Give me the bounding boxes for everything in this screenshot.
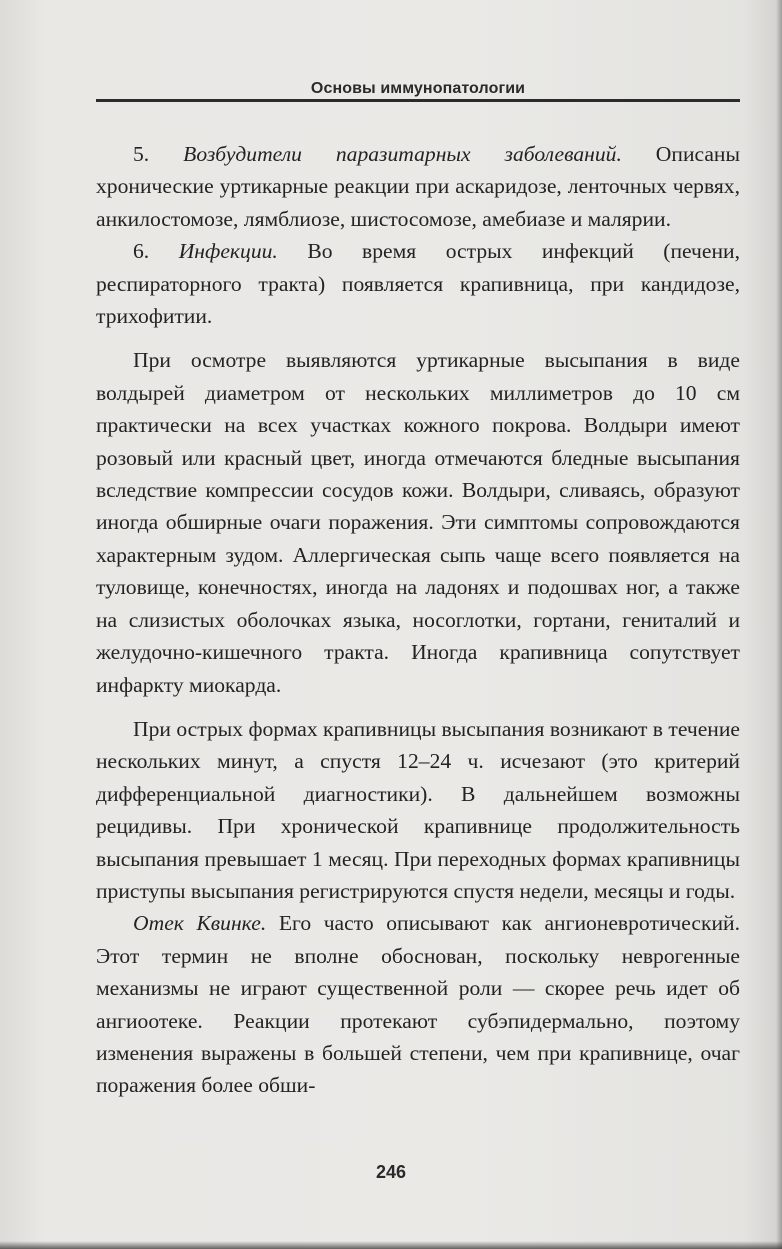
page-bottom-shadow <box>0 1241 782 1249</box>
body-text <box>96 138 740 1102</box>
paragraph-text: Его часто описывают как ангионевротический. Этот термин не вполне обоснован, поскольку неврогенные механизмы не играют существенной роли — скорее речь идет об ангиоотеке. Реакции протекают субэпидермально, поэтому изменения выражены в большей степени, чем при крапивнице, очаг поражения более обши- <box>96 911 740 1098</box>
running-title: Основы иммунопатологии <box>310 80 526 97</box>
paragraph-parasitic <box>96 138 740 235</box>
paragraph-quincke <box>96 907 740 1101</box>
paragraph-text: Во время острых инфекций (печени, респираторного тракта) появляется крапивница, при кандидозе, трихофитии. <box>96 239 741 329</box>
paragraph-acute-forms: При острых формах крапивницы высыпания возникают в течение нескольких минут, а спустя 12–24 ч. исчезают (это критерий дифференциальной диагностики). В дальнейшем возможны рецидивы. При хронической крапивнице продолжительность высыпания превышает 1 месяц. При переходных формах крапивницы приступы высыпания регистрируются спустя недели, месяцы и годы. <box>96 716 741 903</box>
paragraph-examination: При осмотре выявляются уртикарные высыпания в виде волдырей диаметром от нескольких миллиметров до 10 см практически на всех участках кожного покрова. Волдыри имеют розовый или красный цвет, иногда отмечаются бледные высыпания вследствие компрессии сосудов кожи. Волдыри, сливаясь, образуют иногда обширные очаги поражения. Эти симптомы сопровождаются характерным зудом. Аллергическая сыпь чаще всего появляется на туловище, конечностях, иногда на ладонях и подошвах ног, а также на слизистых оболочках языка, носоглотки, гортани, гениталий и желудочно-кишечного тракта. Иногда крапивница сопутствует инфаркту миокарда. <box>96 348 740 697</box>
page-number: 246 <box>375 1162 407 1182</box>
paragraph-text: Описаны хронические уртикарные реакции при аскаридозе, ленточных червях, анкилостомозе, лямблиозе, шистосомозе, амебиазе и малярии. <box>96 142 740 231</box>
paragraph-heading: Возбудители паразитарных заболеваний. <box>183 142 622 166</box>
page-edge-shadow <box>776 0 782 1249</box>
paragraph-heading: Инфекции. <box>178 239 278 264</box>
list-number: 6. <box>133 239 179 264</box>
paragraph-heading: Отек Квинке. <box>133 911 267 936</box>
list-number: 5. <box>133 142 184 166</box>
header-rule <box>96 99 740 102</box>
paragraph-infections <box>96 235 740 332</box>
